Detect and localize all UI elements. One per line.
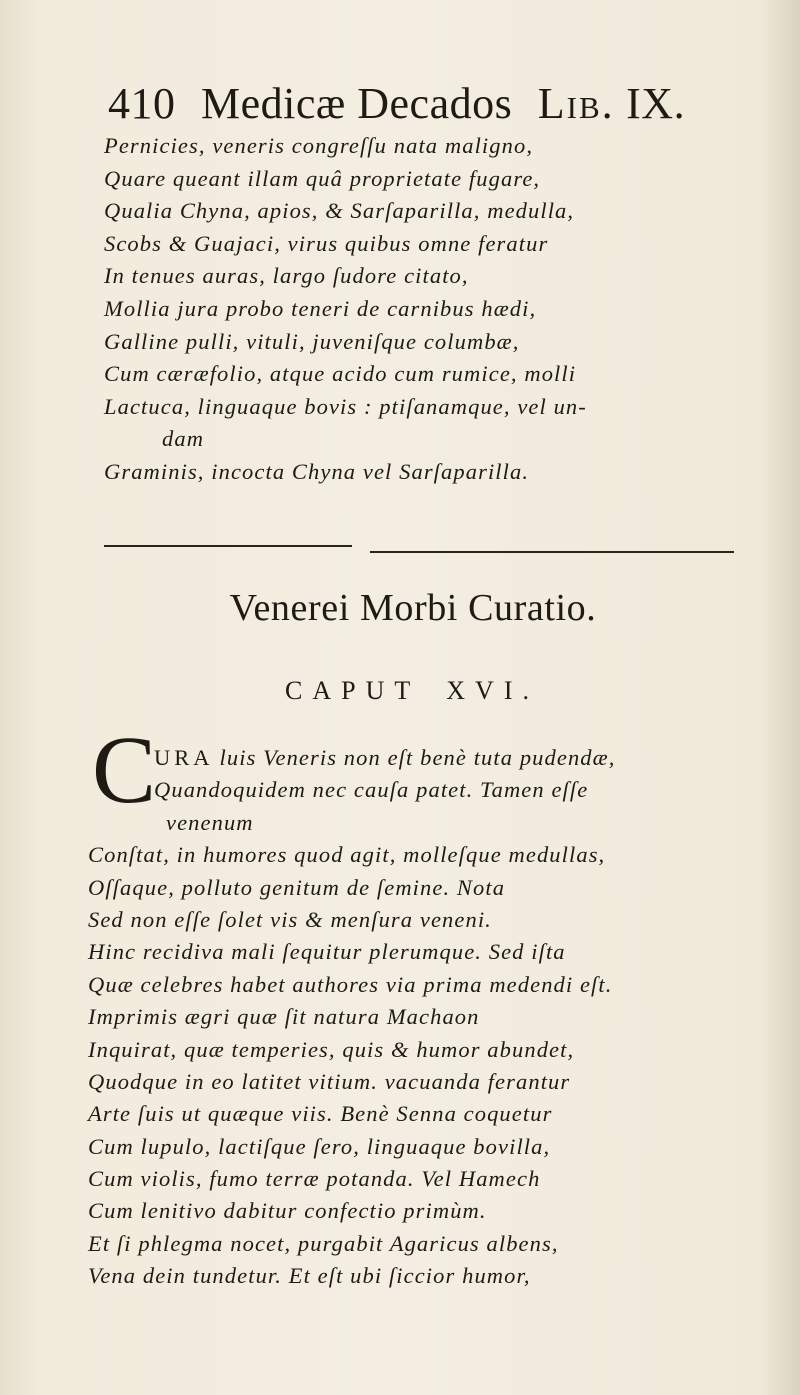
body-line: Imprimis ægri quæ ſit natura Machaon — [88, 1004, 480, 1030]
first-line-text: luis Veneris non eſt benè tuta pudendæ, — [219, 745, 616, 770]
chapter-number: XVI. — [446, 676, 539, 705]
body-verse — [88, 742, 768, 1293]
body-line: Conſtat, in humores quod agit, molleſque medullas, — [88, 842, 606, 868]
body-line: Arte ſuis ut quæque viis. Benè Senna coquetur — [88, 1101, 553, 1127]
body-line: Quodque in eo latitet vitium. vacuanda ferantur — [88, 1068, 571, 1094]
section-divider-left — [104, 545, 352, 547]
verse-line: Mollia jura probo teneri de carnibus hædi, — [104, 295, 537, 321]
body-line: Cum lupulo, lactiſque ſero, linguaque bovilla, — [88, 1133, 551, 1159]
body-line: Cum lenitivo dabitur confectio primùm. — [88, 1198, 487, 1224]
verse-line: Pernicies, veneris congreſſu nata maligno, — [104, 133, 534, 158]
verse-line: Cum cæræfolio, atque acido cum rumice, molli — [104, 361, 577, 387]
running-title: Medicæ Decados — [201, 79, 513, 128]
body-line: Et ſi phlegma nocet, purgabit Agaricus albens, — [88, 1230, 559, 1256]
body-line: Oſſaque, polluto genitum de ſemine. Nota — [88, 874, 506, 900]
page-number: 410 — [108, 79, 176, 128]
book-label: Lib. — [537, 79, 615, 128]
body-line: Sed non eſſe ſolet vis & menſura veneni. — [88, 906, 492, 932]
section-divider-right — [370, 551, 734, 553]
section-title: Venerei Morbi Curatio. — [229, 587, 597, 629]
verse-line: dam — [162, 426, 205, 452]
body-line: Quandoquidem nec cauſa patet. Tamen eſſe — [154, 777, 589, 803]
chapter-label: CAPUT — [285, 676, 421, 705]
verse-block — [104, 130, 744, 489]
running-header — [108, 78, 708, 128]
body-line: Cum violis, fumo terræ potanda. Vel Hamech — [88, 1166, 541, 1192]
verse-line: Galline pulli, vituli, juveniſque columbæ, — [104, 328, 520, 354]
verse-line: Quare queant illam quâ proprietate fugare, — [104, 165, 541, 191]
verse-line: Lactuca, linguaque bovis : ptiſanamque, vel un- — [104, 393, 587, 419]
body-first-line — [88, 742, 768, 774]
book-number: IX. — [626, 79, 686, 128]
verse-line: Graminis, incocta Chyna vel Sarſaparilla. — [104, 458, 530, 484]
body-line: Hinc recidiva mali ſequitur plerumque. Sed iſta — [88, 939, 566, 965]
verse-line: In tenues auras, largo ſudore citato, — [104, 263, 469, 289]
body-line: Inquirat, quæ temperies, quis & humor abundet, — [88, 1036, 575, 1062]
first-word-caps: URA — [154, 745, 214, 770]
body-line: Quæ celebres habet authores via prima medendi eſt. — [88, 971, 613, 997]
chapter-heading — [0, 676, 800, 706]
body-line: venenum — [166, 809, 254, 835]
drop-cap: C — [92, 716, 157, 823]
body-line: Vena dein tundetur. Et eſt ubi ſiccior humor, — [88, 1263, 531, 1289]
verse-line: Qualia Chyna, apios, & Sarſaparilla, medulla, — [104, 198, 575, 224]
verse-line: Scobs & Guajaci, virus quibus omne feratur — [104, 230, 549, 256]
